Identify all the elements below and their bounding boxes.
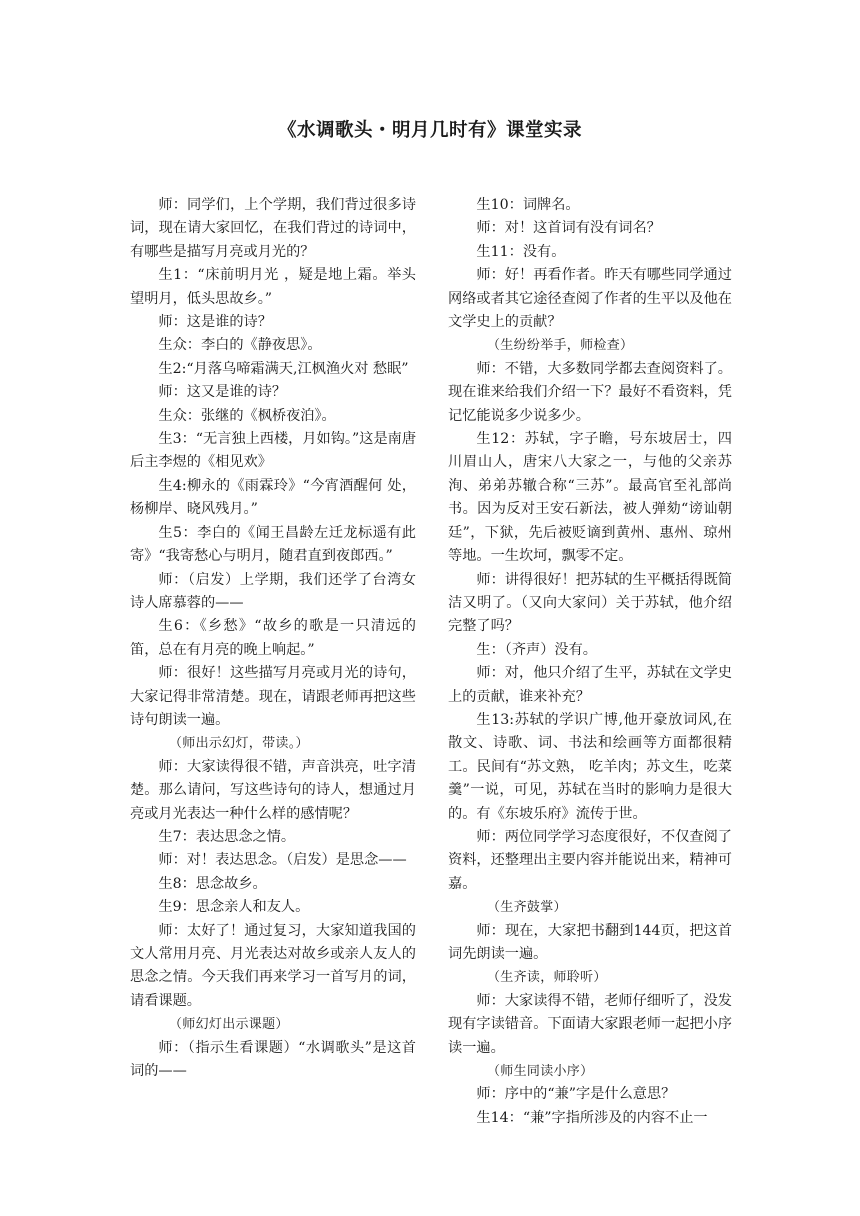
left-column <box>130 194 416 1083</box>
stage-direction: （师生同读小序） <box>487 1064 594 1080</box>
paragraph: 生11：没有。 <box>476 243 566 260</box>
stage-direction: （生齐鼓掌） <box>487 900 567 916</box>
paragraph: 师：现在，大家把书翻到144页，把这首词先朗读一遍。 <box>448 922 732 962</box>
paragraph: 师：对！这首词有没有词名？ <box>476 220 661 237</box>
paragraph: 生6：《乡愁》“故乡的歌是一只清远的笛，总在有月亮的晚上响起。” <box>130 618 416 658</box>
paragraph: 生1：“床前明月光 ，疑是地上霜。举头望明月，低头思故乡。” <box>130 267 416 307</box>
stage-direction: （师幻灯出示课题） <box>169 1017 289 1033</box>
paragraph: 师：大家读得很不错，声音洪亮，吐字清楚。那么请问，写这些诗句的诗人，想通过月亮或月光表达一种什么样的感情呢？ <box>130 758 416 822</box>
paragraph: 师：同学们，上个学期，我们背过很多诗词，现在请大家回忆，在我们背过的诗词中，有哪些是描写月亮或月光的？ <box>130 197 416 260</box>
paragraph: 师：对！表达思念。（启发）是思念—— <box>158 852 407 869</box>
paragraph: 生7：表达思念之情。 <box>158 828 296 845</box>
right-column <box>448 194 732 1130</box>
paragraph: 师：序中的“兼”字是什么意思？ <box>476 1086 676 1103</box>
paragraph: 生众：张继的《枫桥夜泊》。 <box>158 407 336 424</box>
paragraph: 生2:“月落乌啼霜满天,江枫渔火对 愁眠” <box>158 360 409 377</box>
paragraph: 生10：词牌名。 <box>476 197 580 213</box>
paragraph: 师：大家读得不错，老师仔细听了，没发现有字读错音。下面请大家跟老师一起把小序读一遍。 <box>448 992 732 1056</box>
paragraph: 师：对，他只介绍了生平，苏轼在文学史上的贡献，谁来补充？ <box>448 665 732 705</box>
stage-direction: （师出示幻灯，带读。） <box>169 736 309 752</box>
paragraph: 师：很好！这些描写月亮或月光的诗句，大家记得非常清楚。现在，请跟老师再把这些诗句朗读一遍。 <box>130 665 416 728</box>
paragraph: 师：这是谁的诗？ <box>158 314 272 331</box>
paragraph: 生5：李白的《闻王昌龄左迁龙标遥有此寄》“我寄愁心与明月，随君直到夜郎西。” <box>130 524 416 565</box>
paragraph: 师：不错，大多数同学都去查阅资料了。现在谁来给我们介绍一下？最好不看资料，凭记忆能说多少说多少。 <box>448 360 732 424</box>
paragraph: 生14：“兼”字指所涉及的内容不止一 <box>476 1109 708 1126</box>
paragraph: 师：太好了！通过复习，大家知道我国的文人常用月亮、月光表达对故乡或亲人友人的思念之情。今天我们再来学习一首写月的词，请看课题。 <box>130 922 416 1009</box>
paragraph: 生9：思念亲人和友人。 <box>158 899 310 916</box>
paragraph: 生3：“无言独上西楼，月如钩。”这是南唐后主李煜的《相见欢》 <box>130 431 417 471</box>
paragraph: 师：（指示生看课题）“水调歌头”是这首词的—— <box>130 1039 416 1080</box>
paragraph: 师：（启发）上学期，我们还学了台湾女诗人席慕蓉的—— <box>130 571 416 611</box>
paragraph: 生13:苏轼的学识广博,他开豪放词风,在散文、诗歌、词、书法和绘画等方面都很精工。民间有“苏文熟， 吃羊肉；苏文生，吃菜羹”一说，可见，苏轼在当时的影响力是很大的。有《东坡乐府》流传于世。 <box>448 711 732 822</box>
paragraph: 师：讲得很好！把苏轼的生平概括得既简洁又明了。（又向大家问）关于苏轼，他介绍完整了吗？ <box>448 571 732 635</box>
stage-direction: （生齐读，师聆听） <box>487 970 607 986</box>
paragraph: 师：好！再看作者。昨天有哪些同学通过网络或者其它途径查阅了作者的生平以及他在文学史上的贡献？ <box>448 267 732 331</box>
paragraph: 师：这又是谁的诗？ <box>158 384 287 401</box>
paragraph: 生众：李白的《静夜思》。 <box>158 337 322 354</box>
paragraph: 生12：苏轼，字子瞻，号东坡居士，四川眉山人，唐宋八大家之一，与他的父亲苏洵、弟弟苏辙合称“三苏”。最高官至礼部尚书。因为反对王安石新法，被人弹劾“谤讪朝廷”，下狱，先后被贬谪到黄州、惠州、琼州等地。一生坎坷，飘零不定。 <box>448 431 732 565</box>
paragraph: 生：（齐声）没有。 <box>476 641 597 658</box>
paragraph: 师：两位同学学习态度很好，不仅查阅了资料，还整理出主要内容并能说出来，精神可嘉。 <box>448 828 732 892</box>
document-title: 《水调歌头・明月几时有》课堂实录 <box>277 120 582 141</box>
paragraph: 生8：思念故乡。 <box>158 875 267 892</box>
stage-direction: （生纷纷举手，师检查） <box>487 338 634 354</box>
paragraph: 生4:柳永的《雨霖玲》“今宵酒醒何 处，杨柳岸、晓风残月。” <box>130 477 416 518</box>
